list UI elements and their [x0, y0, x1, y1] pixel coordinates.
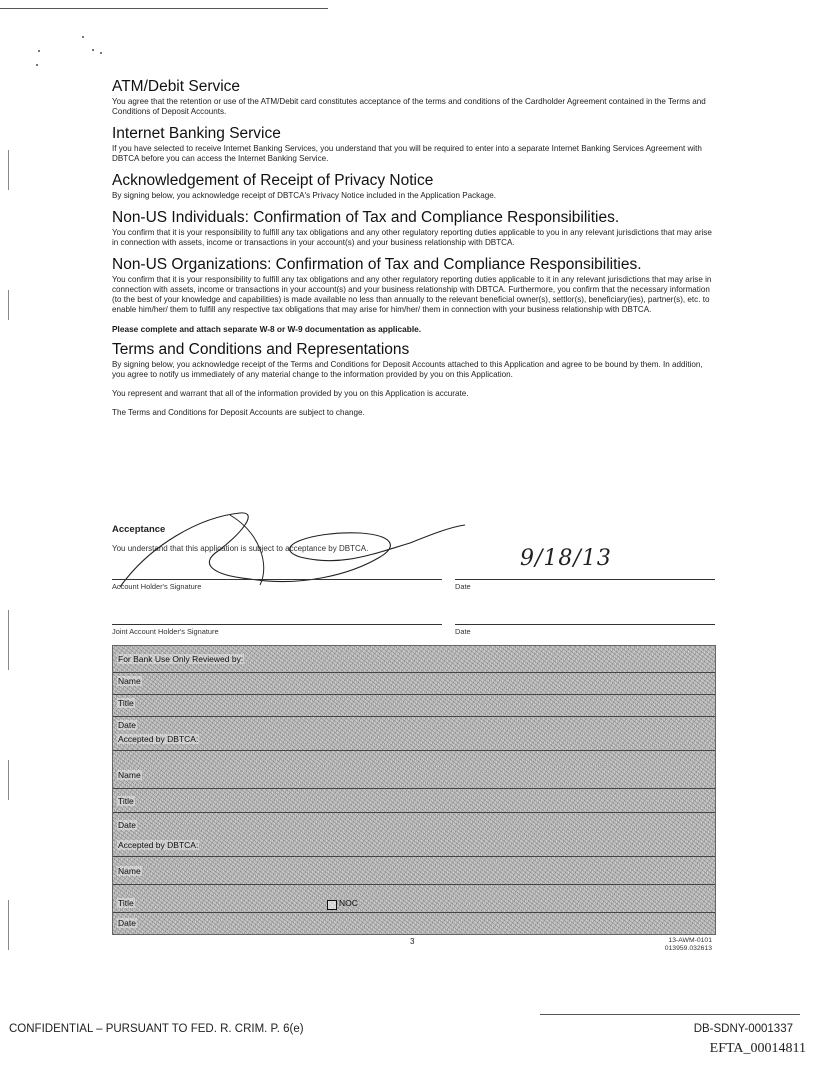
- section-internet-banking: [112, 125, 712, 164]
- joint-account-holder-signature-label: Joint Account Holder's Signature: [112, 627, 219, 636]
- accepted-by-label: Accepted by DBTCA:: [118, 734, 199, 744]
- bates-number: DB-SDNY-0001337: [693, 1023, 793, 1035]
- joint-signature-line: [112, 624, 442, 625]
- speck: [38, 50, 40, 52]
- date-label: Date: [455, 582, 471, 591]
- margin-mark: [8, 760, 9, 800]
- date-label: Date: [118, 720, 136, 730]
- section-body: You agree that the retention or use of the ATM/Debit card constitutes acceptance of the terms and conditions of the Cardholder Agreement contained in the Terms and Conditions of Deposit Accounts.: [112, 97, 706, 116]
- row-line: [113, 694, 715, 695]
- row-line: [113, 912, 715, 913]
- account-holder-signature-label: Account Holder's Signature: [112, 582, 202, 591]
- title-label: Title: [118, 898, 134, 908]
- title-label: Title: [118, 796, 134, 806]
- row-line: [113, 788, 715, 789]
- efta-number: EFTA_00014811: [709, 1041, 806, 1056]
- section-body: By signing below, you acknowledge receipt of the Terms and Conditions for Deposit Accounts attached to this Application and agree to be bound by them. In addition, you agree to notify us immediately of any material change to the information provided by you on this Application.: [112, 360, 703, 379]
- row-line: [113, 672, 715, 673]
- section-non-us-individuals: [112, 209, 712, 248]
- margin-mark: [8, 290, 9, 320]
- date-line: [455, 579, 715, 580]
- row-line: [113, 856, 715, 857]
- accepted-by-label: Accepted by DBTCA:: [118, 840, 199, 850]
- form-code-line1: 13-AWM-0101: [668, 937, 712, 944]
- row-line: [113, 884, 715, 885]
- row-line: [113, 812, 715, 813]
- date-label: Date: [118, 820, 136, 830]
- noc-label: NOC: [339, 898, 358, 908]
- margin-mark: [8, 610, 9, 670]
- section-body: You confirm that it is your responsibility to fulfill any tax obligations and any other regulatory reporting duties applicable to you in any relevant jurisdictions that may arise in connection with assets, income or transactions in your account(s) and your business relationship with DBTCA.: [112, 228, 712, 247]
- name-label: Name: [118, 676, 141, 686]
- footer-rule: [540, 1014, 800, 1015]
- page-number: 3: [410, 937, 415, 946]
- warrant-text: You represent and warrant that all of the information provided by you on this Application is accurate.: [112, 389, 469, 398]
- margin-mark: [8, 900, 9, 950]
- bank-use-block: [112, 645, 716, 935]
- signature-line: [112, 579, 442, 580]
- section-privacy: [112, 172, 712, 201]
- section-body: If you have selected to receive Internet Banking Services, you understand that you will be required to enter into a separate Internet Banking Services Agreement with DBTCA before you can access the Internet Banking Service.: [112, 144, 702, 163]
- name-label: Name: [118, 866, 141, 876]
- noc-checkbox: [327, 900, 337, 910]
- form-code: [612, 937, 712, 953]
- section-title: Terms and Conditions and Representations: [112, 341, 410, 358]
- handwritten-date: 9/18/13: [520, 546, 612, 571]
- speck: [100, 52, 102, 54]
- date-label: Date: [118, 918, 136, 928]
- section-atm: [112, 78, 712, 117]
- terms-content: [112, 78, 712, 426]
- acceptance-text: You understand that this application is subject to acceptance by DBTCA.: [112, 544, 369, 553]
- speck: [92, 49, 94, 51]
- row-line: [113, 750, 715, 751]
- bank-use-header: For Bank Use Only Reviewed by:: [118, 654, 244, 664]
- section-non-us-organizations: [112, 256, 712, 315]
- speck: [36, 64, 38, 66]
- subject-to-change-text: The Terms and Conditions for Deposit Accounts are subject to change.: [112, 408, 365, 417]
- section-title: Non-US Organizations: Confirmation of Tax and Compliance Responsibilities.: [112, 256, 642, 273]
- section-body: You confirm that it is your responsibility to fulfill any tax obligations and any other regulatory reporting duties applicable to it in any relevant jurisdictions that may arise in connection with assets, income or transactions in your account(s) and your business relationship with DBTCA. Furthermore, you confirm that the necessary information (to the best of your knowledge and capabilities) is made available no less than annually to the relevant beneficial owner(s), settlor(s), beneficiary(ies), partner(s), etc. to enable him/her/ them to fulfill any respective tax obligations that may arise for him/her/ them in connection with your business relationship with DBTCA.: [112, 275, 712, 314]
- speck: [82, 36, 84, 38]
- section-title: Acknowledgement of Receipt of Privacy Notice: [112, 172, 434, 189]
- joint-date-line: [455, 624, 715, 625]
- margin-mark: [8, 150, 9, 190]
- section-title: Internet Banking Service: [112, 125, 281, 142]
- section-title: ATM/Debit Service: [112, 78, 241, 95]
- joint-date-label: Date: [455, 627, 471, 636]
- row-line: [113, 716, 715, 717]
- w8-note: Please complete and attach separate W-8 or W-9 documentation as applicable.: [112, 324, 422, 334]
- top-rule: [0, 8, 328, 9]
- title-label: Title: [118, 698, 134, 708]
- confidential-notice: CONFIDENTIAL – PURSUANT TO FED. R. CRIM. P. 6(e): [9, 1023, 304, 1035]
- section-title: Non-US Individuals: Confirmation of Tax and Compliance Responsibilities.: [112, 209, 620, 226]
- acceptance-title: Acceptance: [112, 524, 166, 535]
- form-code-line2: 013959.032613: [664, 945, 712, 952]
- name-label: Name: [118, 770, 141, 780]
- section-body: By signing below, you acknowledge receipt of DBTCA's Privacy Notice included in the Application Package.: [112, 191, 496, 200]
- section-terms: [112, 341, 712, 418]
